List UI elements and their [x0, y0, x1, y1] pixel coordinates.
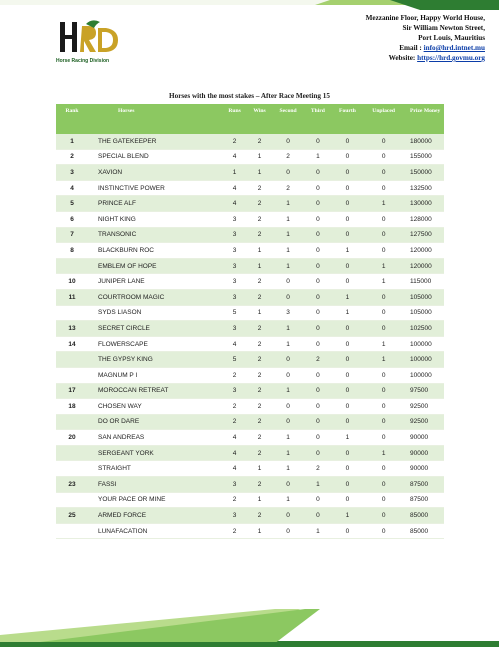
second-cell: 1	[272, 321, 304, 337]
third-cell: 0	[304, 399, 331, 415]
second-cell: 1	[272, 258, 304, 274]
rank-cell	[56, 305, 88, 321]
horse-cell: SPECIAL BLEND	[88, 149, 222, 165]
third-cell: 1	[304, 477, 331, 493]
table-row	[56, 227, 444, 243]
fourth-cell: 0	[332, 445, 364, 461]
unplaced-cell: 0	[363, 180, 404, 196]
third-cell: 0	[304, 383, 331, 399]
unplaced-cell: 0	[363, 430, 404, 446]
fourth-cell: 1	[332, 430, 364, 446]
runs-cell: 2	[222, 414, 247, 430]
table-row	[56, 149, 444, 165]
table-row	[56, 492, 444, 508]
fourth-cell: 0	[332, 227, 364, 243]
unplaced-cell: 0	[363, 227, 404, 243]
unplaced-cell: 0	[363, 165, 404, 181]
third-cell: 2	[304, 461, 331, 477]
runs-cell: 4	[222, 430, 247, 446]
fourth-cell: 0	[332, 383, 364, 399]
fourth-cell: 0	[332, 321, 364, 337]
runs-cell: 3	[222, 258, 247, 274]
website-line	[245, 53, 485, 63]
fourth-cell: 0	[332, 336, 364, 352]
rank-cell: 17	[56, 383, 88, 399]
runs-cell: 3	[222, 508, 247, 524]
third-cell: 0	[304, 445, 331, 461]
prize-cell: 87500	[404, 492, 444, 508]
col-runs-header: Runs	[222, 104, 247, 134]
email-label: Email :	[399, 44, 424, 52]
prize-cell: 85000	[404, 523, 444, 539]
third-cell: 0	[304, 414, 331, 430]
rank-cell: 20	[56, 430, 88, 446]
table-body	[56, 134, 444, 539]
wins-cell: 2	[247, 477, 272, 493]
third-cell: 2	[304, 352, 331, 368]
horse-cell: FLOWERSCAPE	[88, 336, 222, 352]
second-cell: 2	[272, 149, 304, 165]
third-cell: 0	[304, 243, 331, 259]
second-cell: 1	[272, 461, 304, 477]
runs-cell: 3	[222, 243, 247, 259]
runs-cell: 4	[222, 149, 247, 165]
second-cell: 1	[272, 211, 304, 227]
unplaced-cell: 0	[363, 289, 404, 305]
second-cell: 0	[272, 399, 304, 415]
rank-cell: 14	[56, 336, 88, 352]
horse-cell: JUNIPER LANE	[88, 274, 222, 290]
rank-cell: 13	[56, 321, 88, 337]
horse-cell: ARMED FORCE	[88, 508, 222, 524]
second-cell: 2	[272, 180, 304, 196]
rank-cell: 8	[56, 243, 88, 259]
wins-cell: 2	[247, 134, 272, 149]
table-row	[56, 211, 444, 227]
third-cell: 0	[304, 492, 331, 508]
horse-cell: STRAIGHT	[88, 461, 222, 477]
table-row	[56, 134, 444, 149]
website-label: Website:	[388, 54, 418, 62]
fourth-cell: 0	[332, 180, 364, 196]
runs-cell: 2	[222, 367, 247, 383]
prize-cell: 92500	[404, 414, 444, 430]
rank-cell	[56, 492, 88, 508]
horse-cell: THE GYPSY KING	[88, 352, 222, 368]
table-row	[56, 414, 444, 430]
table-row	[56, 165, 444, 181]
table-row	[56, 477, 444, 493]
wins-cell: 1	[247, 258, 272, 274]
runs-cell: 4	[222, 445, 247, 461]
unplaced-cell: 1	[363, 352, 404, 368]
wins-cell: 2	[247, 508, 272, 524]
col-fourth-header: Fourth	[332, 104, 364, 134]
wins-cell: 2	[247, 211, 272, 227]
wins-cell: 2	[247, 289, 272, 305]
fourth-cell: 0	[332, 165, 364, 181]
third-cell: 0	[304, 274, 331, 290]
col-wins-header: Wins	[247, 104, 272, 134]
second-cell: 0	[272, 289, 304, 305]
horse-cell: PRINCE ALF	[88, 196, 222, 212]
wins-cell: 2	[247, 383, 272, 399]
runs-cell: 3	[222, 211, 247, 227]
runs-cell: 4	[222, 461, 247, 477]
table-title: Horses with the most stakes – After Race Meeting 15	[169, 92, 330, 100]
fourth-cell: 0	[332, 461, 364, 477]
fourth-cell: 0	[332, 492, 364, 508]
wins-cell: 1	[247, 523, 272, 539]
prize-cell: 90000	[404, 461, 444, 477]
unplaced-cell: 0	[363, 243, 404, 259]
wins-cell: 2	[247, 321, 272, 337]
fourth-cell: 0	[332, 399, 364, 415]
runs-cell: 1	[222, 165, 247, 181]
fourth-cell: 0	[332, 367, 364, 383]
wins-cell: 2	[247, 227, 272, 243]
runs-cell: 2	[222, 492, 247, 508]
wins-cell: 2	[247, 336, 272, 352]
runs-cell: 2	[222, 523, 247, 539]
prize-cell: 128000	[404, 211, 444, 227]
prize-cell: 120000	[404, 243, 444, 259]
prize-cell: 100000	[404, 367, 444, 383]
unplaced-cell: 1	[363, 196, 404, 212]
table-header-row	[56, 104, 444, 134]
unplaced-cell: 0	[363, 492, 404, 508]
horse-cell: TRANSONIC	[88, 227, 222, 243]
website-link[interactable]: https://hrd.govmu.org	[417, 54, 485, 62]
col-rank-header: Rank	[56, 104, 88, 134]
table-row	[56, 461, 444, 477]
second-cell: 0	[272, 134, 304, 149]
wins-cell: 2	[247, 399, 272, 415]
wins-cell: 2	[247, 414, 272, 430]
logo-caption: Horse Racing Division	[56, 58, 110, 64]
second-cell: 1	[272, 243, 304, 259]
horse-cell: NIGHT KING	[88, 211, 222, 227]
unplaced-cell: 0	[363, 477, 404, 493]
prize-cell: 87500	[404, 477, 444, 493]
wins-cell: 1	[247, 165, 272, 181]
prize-cell: 155000	[404, 149, 444, 165]
second-cell: 0	[272, 367, 304, 383]
prize-cell: 105000	[404, 305, 444, 321]
runs-cell: 4	[222, 196, 247, 212]
prize-cell: 115000	[404, 274, 444, 290]
unplaced-cell: 0	[363, 211, 404, 227]
prize-cell: 120000	[404, 258, 444, 274]
third-cell: 0	[304, 305, 331, 321]
prize-cell: 130000	[404, 196, 444, 212]
wins-cell: 1	[247, 492, 272, 508]
prize-cell: 85000	[404, 508, 444, 524]
second-cell: 3	[272, 305, 304, 321]
prize-cell: 127500	[404, 227, 444, 243]
unplaced-cell: 1	[363, 445, 404, 461]
third-cell: 0	[304, 180, 331, 196]
third-cell: 1	[304, 523, 331, 539]
table-row	[56, 445, 444, 461]
stakes-table	[56, 104, 444, 539]
address-line-1: Mezzanine Floor, Happy World House,	[365, 14, 485, 22]
rank-cell	[56, 414, 88, 430]
fourth-cell: 0	[332, 134, 364, 149]
horse-cell: LUNAFACATION	[88, 523, 222, 539]
email-line	[245, 43, 485, 53]
table-row	[56, 508, 444, 524]
fourth-cell: 0	[332, 352, 364, 368]
table-row	[56, 430, 444, 446]
runs-cell: 2	[222, 134, 247, 149]
table-row	[56, 196, 444, 212]
third-cell: 0	[304, 165, 331, 181]
prize-cell: 102500	[404, 321, 444, 337]
runs-cell: 3	[222, 274, 247, 290]
horse-cell: SAN ANDREAS	[88, 430, 222, 446]
unplaced-cell: 1	[363, 336, 404, 352]
rank-cell: 3	[56, 165, 88, 181]
runs-cell: 4	[222, 336, 247, 352]
horse-cell: SERGEANT YORK	[88, 445, 222, 461]
prize-cell: 90000	[404, 445, 444, 461]
fourth-cell: 0	[332, 523, 364, 539]
prize-cell: 150000	[404, 165, 444, 181]
unplaced-cell: 0	[363, 461, 404, 477]
table-row	[56, 274, 444, 290]
horse-cell: CHOSEN WAY	[88, 399, 222, 415]
second-cell: 1	[272, 383, 304, 399]
rank-cell: 6	[56, 211, 88, 227]
third-cell: 0	[304, 430, 331, 446]
second-cell: 1	[272, 445, 304, 461]
unplaced-cell: 0	[363, 149, 404, 165]
fourth-cell: 1	[332, 305, 364, 321]
address-block	[245, 13, 485, 63]
wins-cell: 2	[247, 352, 272, 368]
prize-cell: 100000	[404, 336, 444, 352]
wins-cell: 1	[247, 461, 272, 477]
second-cell: 0	[272, 274, 304, 290]
second-cell: 0	[272, 165, 304, 181]
unplaced-cell: 0	[363, 367, 404, 383]
runs-cell: 5	[222, 352, 247, 368]
second-cell: 0	[272, 477, 304, 493]
rank-cell	[56, 367, 88, 383]
bottom-decorative-band	[0, 595, 499, 647]
rank-cell	[56, 523, 88, 539]
horse-cell: SYDS LIASON	[88, 305, 222, 321]
fourth-cell: 0	[332, 196, 364, 212]
wins-cell: 2	[247, 445, 272, 461]
unplaced-cell: 0	[363, 321, 404, 337]
unplaced-cell: 1	[363, 258, 404, 274]
rank-cell: 2	[56, 149, 88, 165]
table-row	[56, 243, 444, 259]
horse-cell: MAGNUM P I	[88, 367, 222, 383]
prize-cell: 180000	[404, 134, 444, 149]
unplaced-cell: 0	[363, 508, 404, 524]
third-cell: 0	[304, 508, 331, 524]
table-row	[56, 305, 444, 321]
wins-cell: 1	[247, 149, 272, 165]
horse-cell: MOROCCAN RETREAT	[88, 383, 222, 399]
col-unplaced-header: Unplaced	[363, 104, 404, 134]
runs-cell: 5	[222, 305, 247, 321]
rank-cell	[56, 445, 88, 461]
unplaced-cell: 0	[363, 134, 404, 149]
email-link[interactable]: info@hrd.intnet.mu	[423, 44, 485, 52]
third-cell: 0	[304, 196, 331, 212]
runs-cell: 3	[222, 289, 247, 305]
wins-cell: 2	[247, 430, 272, 446]
rank-cell: 1	[56, 134, 88, 149]
fourth-cell: 1	[332, 508, 364, 524]
third-cell: 0	[304, 134, 331, 149]
address-line-2: Sir William Newton Street,	[402, 24, 485, 32]
rank-cell: 5	[56, 196, 88, 212]
horse-cell: XAVION	[88, 165, 222, 181]
col-second-header: Second	[272, 104, 304, 134]
table-row	[56, 258, 444, 274]
col-third-header: Third	[304, 104, 331, 134]
rank-cell: 10	[56, 274, 88, 290]
table-row	[56, 367, 444, 383]
wins-cell: 2	[247, 274, 272, 290]
address-line-3: Port Louis, Mauritius	[418, 34, 485, 42]
horse-cell: DO OR DARE	[88, 414, 222, 430]
fourth-cell: 0	[332, 149, 364, 165]
table-row	[56, 523, 444, 539]
horse-cell: INSTINCTIVE POWER	[88, 180, 222, 196]
second-cell: 0	[272, 523, 304, 539]
runs-cell: 3	[222, 227, 247, 243]
fourth-cell: 0	[332, 477, 364, 493]
unplaced-cell: 1	[363, 274, 404, 290]
unplaced-cell: 0	[363, 399, 404, 415]
rank-cell: 4	[56, 180, 88, 196]
fourth-cell: 0	[332, 414, 364, 430]
unplaced-cell: 0	[363, 523, 404, 539]
prize-cell: 92500	[404, 399, 444, 415]
table-row	[56, 352, 444, 368]
third-cell: 0	[304, 289, 331, 305]
second-cell: 0	[272, 414, 304, 430]
wins-cell: 2	[247, 196, 272, 212]
wins-cell: 1	[247, 243, 272, 259]
third-cell: 1	[304, 149, 331, 165]
rank-cell	[56, 461, 88, 477]
second-cell: 1	[272, 492, 304, 508]
runs-cell: 3	[222, 321, 247, 337]
fourth-cell: 0	[332, 258, 364, 274]
table-row	[56, 336, 444, 352]
third-cell: 0	[304, 211, 331, 227]
prize-cell: 132500	[404, 180, 444, 196]
fourth-cell: 1	[332, 243, 364, 259]
horse-cell: COURTROOM MAGIC	[88, 289, 222, 305]
fourth-cell: 0	[332, 211, 364, 227]
third-cell: 0	[304, 258, 331, 274]
prize-cell: 100000	[404, 352, 444, 368]
unplaced-cell: 0	[363, 383, 404, 399]
prize-cell: 97500	[404, 383, 444, 399]
second-cell: 0	[272, 352, 304, 368]
col-prize-header: Prize Money	[404, 104, 444, 134]
fourth-cell: 0	[332, 274, 364, 290]
table-row	[56, 383, 444, 399]
second-cell: 0	[272, 508, 304, 524]
rank-cell: 11	[56, 289, 88, 305]
unplaced-cell: 0	[363, 414, 404, 430]
wins-cell: 2	[247, 367, 272, 383]
third-cell: 0	[304, 367, 331, 383]
rank-cell: 18	[56, 399, 88, 415]
wins-cell: 1	[247, 305, 272, 321]
prize-cell: 105000	[404, 289, 444, 305]
wins-cell: 2	[247, 180, 272, 196]
horse-cell: BLACKBURN ROC	[88, 243, 222, 259]
unplaced-cell: 0	[363, 305, 404, 321]
runs-cell: 3	[222, 383, 247, 399]
rank-cell: 25	[56, 508, 88, 524]
horse-cell: THE GATEKEEPER	[88, 134, 222, 149]
second-cell: 1	[272, 430, 304, 446]
prize-cell: 90000	[404, 430, 444, 446]
col-horses-header: Horses	[88, 104, 222, 134]
table-row	[56, 180, 444, 196]
second-cell: 1	[272, 336, 304, 352]
rank-cell: 23	[56, 477, 88, 493]
table-row	[56, 289, 444, 305]
fourth-cell: 1	[332, 289, 364, 305]
rank-cell: 7	[56, 227, 88, 243]
horse-cell: FASSI	[88, 477, 222, 493]
table-row	[56, 399, 444, 415]
third-cell: 0	[304, 227, 331, 243]
horse-cell: EMBLEM OF HOPE	[88, 258, 222, 274]
runs-cell: 3	[222, 477, 247, 493]
rank-cell	[56, 258, 88, 274]
runs-cell: 2	[222, 399, 247, 415]
table-row	[56, 321, 444, 337]
horse-cell: SECRET CIRCLE	[88, 321, 222, 337]
rank-cell	[56, 352, 88, 368]
third-cell: 0	[304, 336, 331, 352]
horse-cell: YOUR PACE OR MINE	[88, 492, 222, 508]
third-cell: 0	[304, 321, 331, 337]
second-cell: 1	[272, 227, 304, 243]
runs-cell: 4	[222, 180, 247, 196]
second-cell: 1	[272, 196, 304, 212]
